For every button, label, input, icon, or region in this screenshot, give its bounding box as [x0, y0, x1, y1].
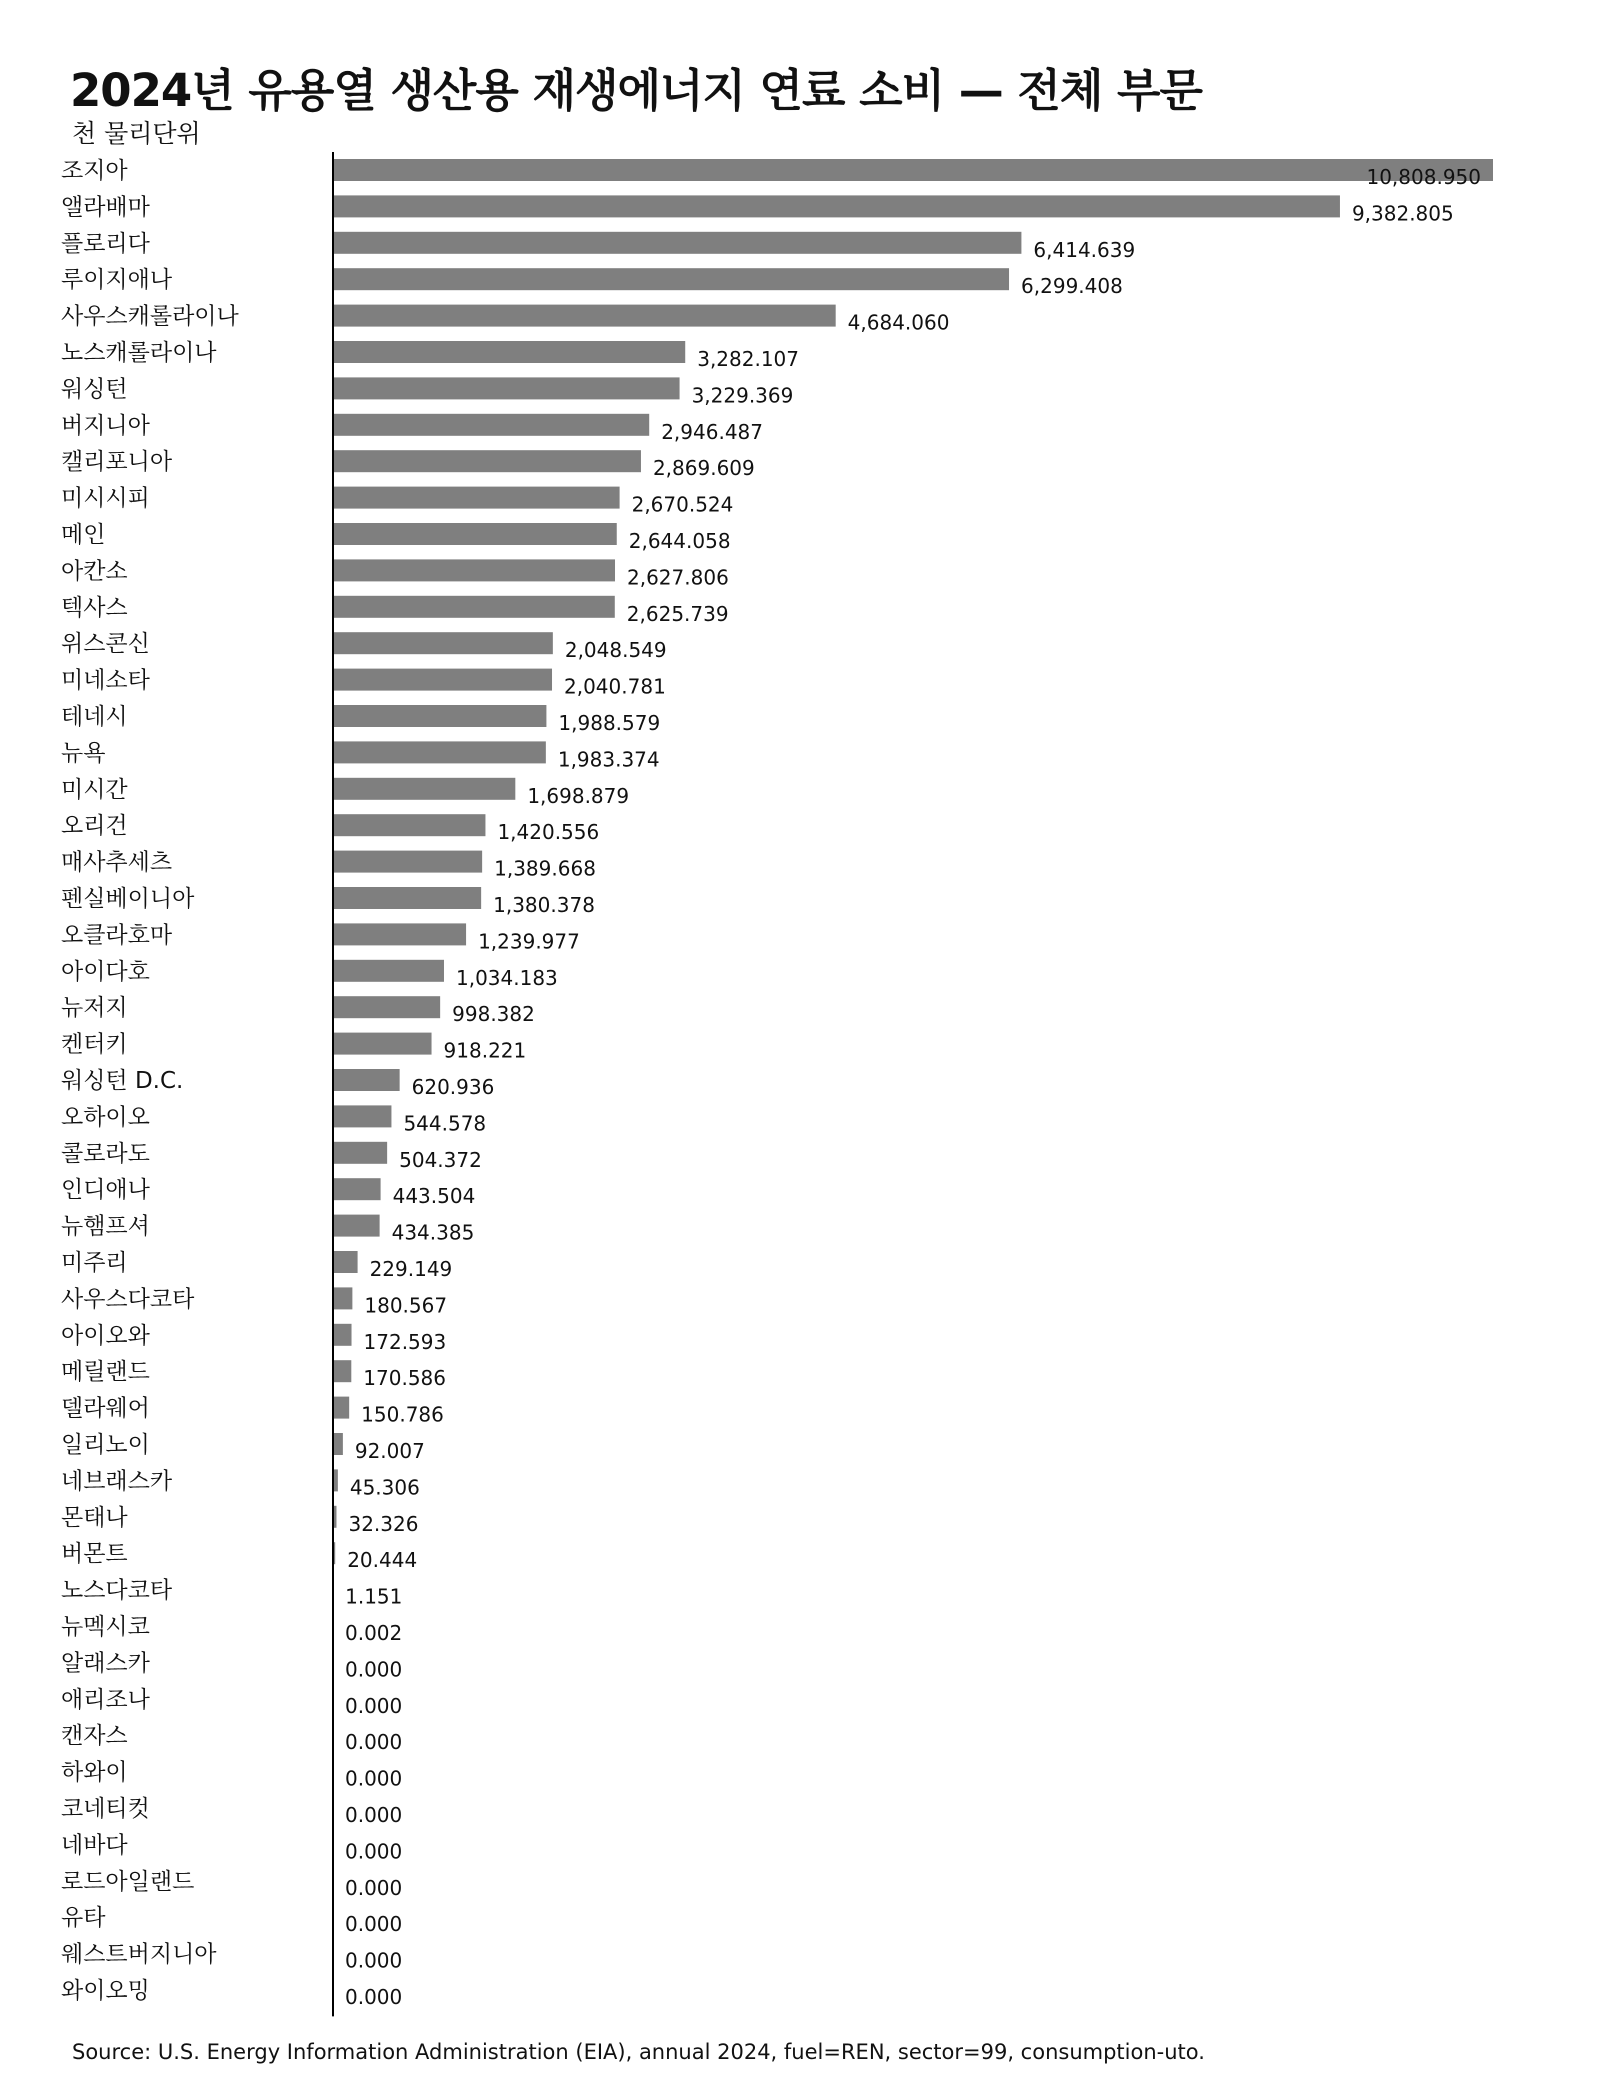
value-label: 0.000: [345, 1985, 403, 2009]
category-label: 위스콘신: [61, 631, 150, 658]
bar-18: [333, 814, 485, 836]
category-label: 루이지애나: [61, 267, 173, 294]
category-label: 와이오밍: [61, 1978, 150, 2004]
value-label: 0.000: [345, 1803, 403, 1827]
category-label: 인디애나: [61, 1177, 150, 1204]
value-label: 0.000: [345, 1875, 403, 1900]
bar-9: [333, 487, 620, 509]
category-label: 노스다코타: [61, 1577, 173, 1604]
value-label: 4,684.060: [847, 310, 950, 335]
bar-23: [333, 996, 440, 1018]
value-label: 2,670.524: [631, 492, 734, 517]
bar-30: [333, 1251, 358, 1273]
value-label: 6,414.639: [1033, 237, 1136, 262]
bar-21: [333, 923, 466, 945]
value-label: 0.000: [345, 1839, 403, 1864]
value-label: 45.306: [349, 1475, 420, 1500]
category-label: 텍사스: [61, 594, 128, 621]
bar-5: [333, 341, 685, 363]
bar-29: [333, 1215, 380, 1237]
bar-0: [333, 159, 1493, 181]
category-label: 네바다: [61, 1832, 128, 1859]
bar-15: [333, 705, 546, 727]
value-label: 998.382: [452, 1002, 535, 1027]
value-label: 3,229.369: [691, 383, 794, 408]
value-label: 443.504: [392, 1184, 476, 1209]
value-label: 544.578: [403, 1111, 487, 1136]
category-label: 코네티컷: [61, 1796, 150, 1822]
bar-14: [333, 669, 552, 691]
value-label: 2,627.806: [627, 565, 729, 590]
value-label: 1,380.378: [493, 893, 595, 917]
value-label: 1,034.183: [455, 965, 558, 990]
value-label: 20.444: [347, 1548, 418, 1573]
bar-8: [333, 450, 641, 472]
bar-19: [333, 851, 482, 873]
category-label: 버몬트: [61, 1541, 128, 1568]
category-label: 뉴햄프셔: [61, 1213, 150, 1240]
value-label: 170.586: [363, 1366, 447, 1391]
category-label: 아이다호: [61, 958, 150, 985]
value-label: 0.000: [345, 1693, 403, 1718]
bar-4: [333, 305, 836, 327]
value-label: 0.000: [345, 1912, 403, 1937]
category-label: 미주리: [61, 1250, 128, 1276]
bar-32: [333, 1324, 352, 1346]
category-label: 켄터키: [61, 1031, 128, 1058]
value-label: 1,239.977: [478, 929, 580, 954]
value-label: 2,869.609: [652, 456, 755, 481]
value-label: 6,299.408: [1021, 274, 1123, 299]
value-label: 2,040.781: [564, 674, 666, 699]
category-label: 워싱턴: [61, 376, 128, 403]
value-label: 32.326: [348, 1511, 419, 1536]
value-label: 1.151: [345, 1584, 403, 1609]
category-label: 노스캐롤라이나: [61, 340, 217, 366]
category-label: 미네소타: [61, 667, 150, 694]
value-label: 918.221: [443, 1038, 527, 1063]
category-label: 조지아: [61, 158, 128, 184]
value-label: 620.936: [411, 1075, 495, 1099]
bar-10: [333, 523, 617, 545]
value-label: 2,625.739: [626, 601, 729, 626]
category-label: 콜로라도: [61, 1140, 150, 1167]
bar-31: [333, 1287, 352, 1309]
category-label: 미시시피: [61, 485, 150, 512]
category-label: 애리조나: [61, 1686, 150, 1713]
value-label: 2,946.487: [661, 419, 764, 444]
bar-3: [333, 268, 1009, 290]
bar-27: [333, 1142, 387, 1164]
value-label: 180.567: [364, 1293, 448, 1318]
bar-25: [333, 1069, 400, 1091]
category-label: 앨라배마: [61, 194, 150, 221]
category-label: 하와이: [61, 1759, 128, 1786]
category-label: 펜실베이니아: [61, 886, 195, 912]
value-label: 3,282.107: [697, 347, 800, 371]
value-label: 229.149: [369, 1257, 453, 1281]
value-label: 0.002: [345, 1621, 403, 1645]
category-label: 사우스다코타: [61, 1286, 195, 1313]
bar-11: [333, 559, 615, 581]
value-label: 0.000: [345, 1948, 403, 1973]
category-label: 아칸소: [61, 558, 128, 585]
bar-33: [333, 1360, 351, 1382]
chart-title: 2024년 유용열 생산용 재생에너지 연료 소비 — 전체 부문: [70, 64, 1202, 117]
value-label: 2,048.549: [564, 638, 667, 663]
value-labels-group: [345, 165, 1481, 2009]
category-label: 웨스트버지니아: [61, 1941, 217, 1968]
value-label: 1,420.556: [497, 820, 600, 845]
value-label: 10,808.950: [1366, 165, 1481, 189]
value-label: 0.000: [345, 1766, 403, 1791]
category-label: 사우스캐롤라이나: [61, 303, 239, 330]
value-label: 1,698.879: [527, 783, 630, 808]
category-label: 캔자스: [61, 1723, 128, 1750]
category-label: 캘리포니아: [61, 449, 173, 476]
category-label: 오리건: [61, 813, 128, 840]
value-label: 92.007: [354, 1439, 425, 1463]
source-note: Source: U.S. Energy Information Administration (EIA), annual 2024, fuel=REN, sector=99, consumption-uto.: [72, 2040, 1205, 2064]
category-label: 버지니아: [61, 412, 150, 439]
category-label: 오하이오: [61, 1104, 150, 1131]
category-label: 오클라호마: [61, 922, 173, 949]
category-label: 로드아일랜드: [61, 1868, 195, 1895]
bar-12: [333, 596, 615, 618]
value-label: 1,988.579: [558, 711, 661, 735]
bar-24: [333, 1033, 432, 1055]
category-label: 테네시: [61, 704, 128, 730]
category-labels-group: [61, 158, 240, 2004]
value-label: 150.786: [361, 1402, 444, 1427]
category-label: 뉴욕: [61, 740, 106, 767]
bar-26: [333, 1105, 391, 1127]
category-label: 플로리다: [61, 230, 150, 257]
value-label: 0.000: [345, 1730, 403, 1755]
value-label: 9,382.805: [1351, 201, 1454, 226]
category-label: 네브래스카: [61, 1468, 173, 1495]
chart-subtitle: 천 물리단위: [72, 119, 201, 148]
bar-35: [333, 1433, 343, 1455]
category-label: 뉴멕시코: [61, 1614, 150, 1640]
bar-34: [333, 1397, 349, 1419]
value-label: 0.000: [345, 1657, 403, 1682]
bar-20: [333, 887, 481, 909]
value-label: 504.372: [399, 1147, 482, 1172]
bar-22: [333, 960, 444, 982]
category-label: 몬태나: [61, 1504, 128, 1531]
category-label: 매사추세츠: [61, 849, 173, 876]
category-label: 아이오와: [61, 1322, 150, 1349]
bar-16: [333, 741, 546, 763]
category-label: 뉴저지: [61, 995, 128, 1022]
value-label: 1,389.668: [494, 856, 596, 881]
category-label: 미시간: [61, 776, 128, 803]
category-label: 메인: [61, 522, 106, 548]
bar-2: [333, 232, 1021, 254]
bar-1: [333, 195, 1340, 217]
category-label: 워싱턴 D.C.: [61, 1068, 184, 1094]
category-label: 일리노이: [61, 1432, 150, 1458]
bar-17: [333, 778, 515, 800]
bar-28: [333, 1178, 381, 1200]
category-label: 알래스카: [61, 1650, 150, 1677]
category-label: 메릴랜드: [61, 1359, 150, 1386]
bar-7: [333, 414, 649, 436]
category-label: 유타: [61, 1905, 106, 1932]
value-label: 172.593: [363, 1329, 447, 1354]
value-label: 1,983.374: [557, 747, 660, 772]
bar-6: [333, 377, 680, 399]
value-label: 434.385: [391, 1220, 475, 1245]
value-label: 2,644.058: [628, 529, 731, 553]
category-label: 델라웨어: [61, 1395, 150, 1422]
bar-13: [333, 632, 553, 654]
